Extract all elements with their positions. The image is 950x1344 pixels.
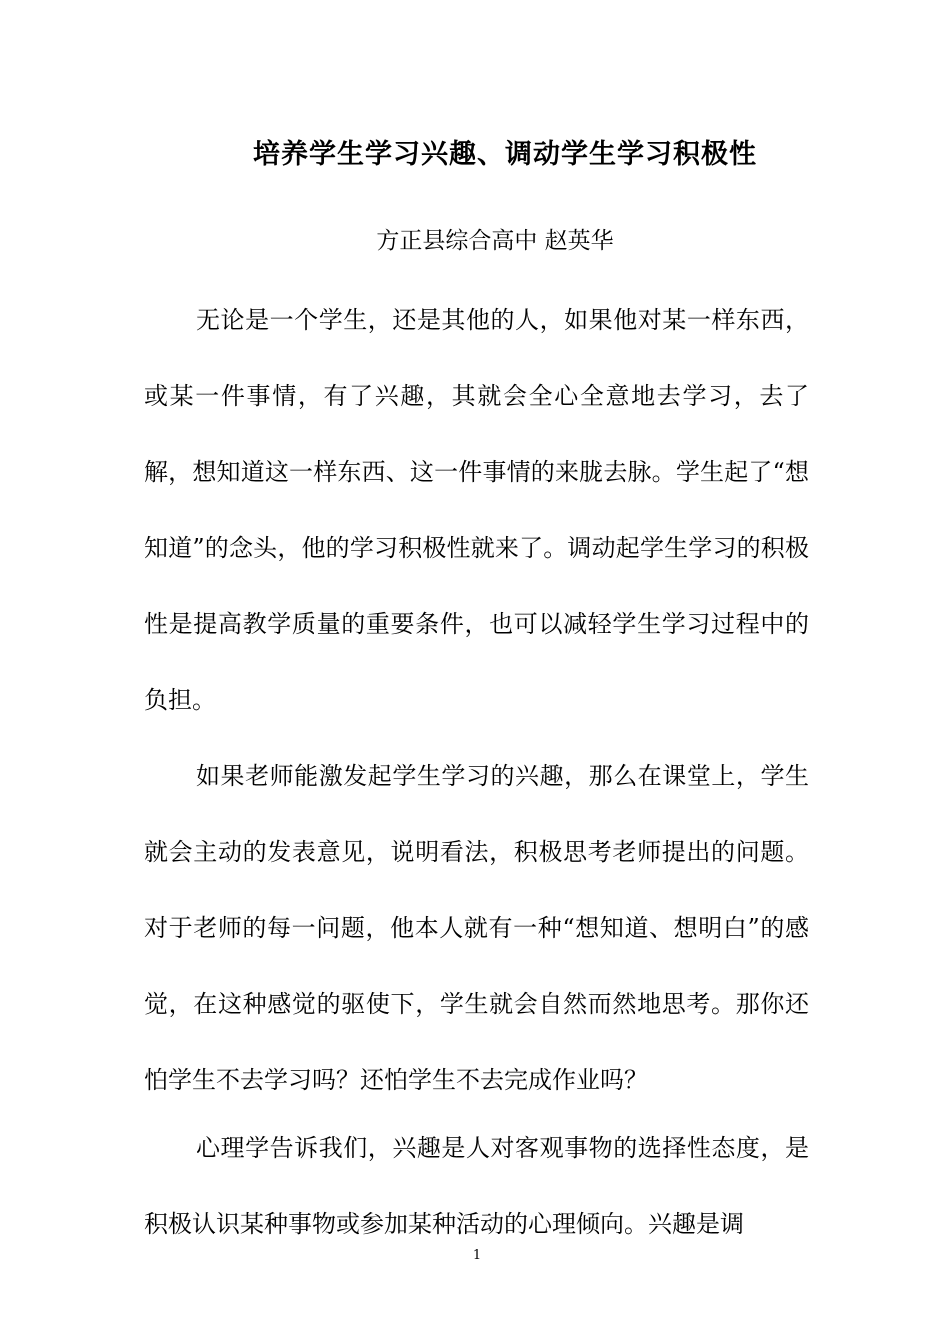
page-number: 1 <box>472 1248 482 1263</box>
document-title: 培养学生学习兴趣、调动学生学习积极性 <box>253 139 757 170</box>
body-text <box>144 282 809 1262</box>
paragraph-1: 无论是一个学生，还是其他的人，如果他对某一样东西，或某一件事情，有了兴趣，其就会全心全意地去学习，去了解，想知道这一样东西、这一件事情的来胧去脉。学生起了“想知道”的念头，他的学习积极性就来了。调动起学生学习的积极性是提高教学质量的重要条件，也可以减轻学生学习过程中的负担。 <box>144 306 809 714</box>
paragraph-2: 如果老师能激发起学生学习的兴趣，那么在课堂上，学生就会主动的发表意见，说明看法，积极思考老师提出的问题。对于老师的每一问题，他本人就有一种“想知道、想明白”的感觉，在这种感觉的驱使下，学生就会自然而然地思考。那你还怕学生不去学习吗？还怕学生不去完成作业吗？ <box>144 762 809 1094</box>
paragraph-3: 心理学告诉我们，兴趣是人对客观事物的选择性态度，是积极认识某种事物或参加某种活动的心理倾向。兴趣是调 <box>144 1134 809 1238</box>
author-line: 方正县综合高中 赵英华 <box>376 228 614 254</box>
